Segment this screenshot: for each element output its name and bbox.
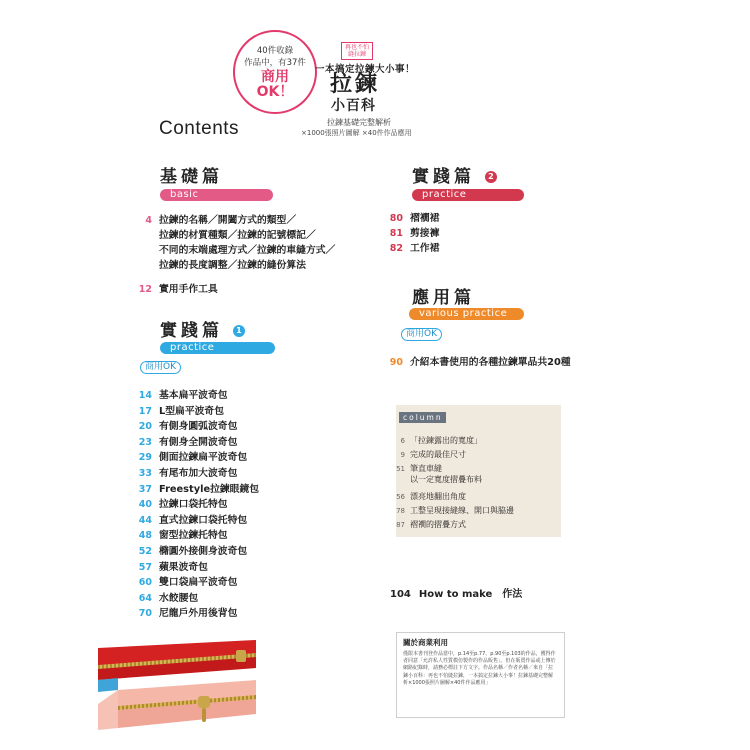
page-number: 60 <box>138 577 152 589</box>
column-item <box>389 505 514 519</box>
section-number-badge: 1 <box>233 325 245 337</box>
column-item <box>389 519 514 533</box>
item-label: 窗型拉鍊托特包 <box>159 530 228 542</box>
page-number: 6 <box>400 437 405 445</box>
item-label: 側面拉鍊扁平波奇包 <box>159 452 248 464</box>
list-item <box>130 477 259 493</box>
column-item <box>389 449 514 463</box>
item-label: 筆直車縫 <box>410 464 442 473</box>
toc-line: 實用手作工具 <box>159 284 218 295</box>
practice2-title-text: 實踐篇 <box>412 167 475 187</box>
basic-pill: basic <box>160 189 273 201</box>
item-label: 有側身圓弧波奇包 <box>159 421 238 433</box>
list-item <box>130 586 259 602</box>
item-label: 拉鍊口袋托特包 <box>159 499 228 511</box>
item-label: 漂亮地翻出角度 <box>410 492 466 501</box>
list-item <box>130 383 259 399</box>
note-body: 僅限本書刊登作品當中，p.14至p.77、p.90至p.103的作品，獲得作者同意「允許私人性質模仿製作的作品販售」。但在販賣作品或上傳於網路紀錄時，請務必標註下方文字。作品名稱／作者名稱／來自「拉鍊小百科：再也不怕縫拉鍊，一本搞定拉鍊大小事！拉鍊基礎完整解析×1000張照片圖解×40件作品應用」 <box>403 651 556 686</box>
item-label: 工整呈現接縫線、開口與脇邊 <box>410 506 514 515</box>
page-number: 33 <box>138 467 152 479</box>
list-item <box>381 236 440 254</box>
basic-entry-12 <box>130 277 218 296</box>
page-number: 40 <box>138 499 152 511</box>
stamp-line-1: 40件收錄 <box>256 46 294 56</box>
practice2-list <box>381 206 440 254</box>
practice2-section-title <box>412 162 497 187</box>
applied-list <box>381 350 571 369</box>
page-number: 4 <box>145 215 152 226</box>
book-title-2: 小百科 <box>331 98 376 114</box>
column-header: column <box>399 412 446 423</box>
page-number: 12 <box>138 284 152 295</box>
applied-pill: various practice <box>409 308 524 320</box>
list-item <box>381 350 571 369</box>
page-number: 44 <box>138 514 152 526</box>
book-tagline-2: ×1000張照片圖解 ×40件作品應用 <box>301 129 412 137</box>
practice1-section-title <box>160 316 245 341</box>
commercial-use-stamp <box>233 30 317 114</box>
page-number: 87 <box>396 521 405 529</box>
page-number: 23 <box>138 436 152 448</box>
stamp-line-4: OK！ <box>256 84 294 100</box>
toc-line: 拉鍊的名稱／開闔方式的類型／ <box>159 215 297 226</box>
book-title: 拉鍊 <box>330 72 381 97</box>
list-item <box>130 508 259 524</box>
book-badge: 再也不怕縫拉鍊 <box>341 42 373 60</box>
practice2-pill: practice <box>412 189 524 201</box>
item-label: 尼龍戶外用後背包 <box>159 608 238 620</box>
item-label: 基本扁平波奇包 <box>159 390 228 401</box>
list-item <box>130 539 259 555</box>
toc-line: 拉鍊的材質種類／拉鍊的記號標記／ <box>159 230 316 241</box>
page-number: 14 <box>138 390 152 401</box>
page-number: 51 <box>396 465 405 473</box>
page-number: 48 <box>138 530 152 542</box>
list-item <box>130 399 259 415</box>
basic-section-title: 基礎篇 <box>160 167 223 187</box>
column-item <box>389 463 514 474</box>
book-subtitle: 一本搞定拉鍊大小事！ <box>315 64 416 75</box>
item-label: 有側身全開波奇包 <box>159 436 238 448</box>
commercial-ok-badge: 商用OK <box>140 361 181 374</box>
commercial-ok-badge: 商用OK <box>401 328 442 341</box>
page-number: 20 <box>138 421 152 433</box>
practice1-pill: practice <box>160 342 275 354</box>
item-label: L型扁平波奇包 <box>159 405 225 417</box>
page-number: 70 <box>138 608 152 620</box>
page-number: 52 <box>138 545 152 557</box>
book-tagline-1: 拉鍊基礎完整解析 <box>327 118 391 127</box>
note-title: 關於商業利用 <box>403 638 448 647</box>
column-list <box>389 435 514 533</box>
page-number: 90 <box>389 357 403 368</box>
item-label: How to make 作法 <box>418 589 523 600</box>
page-number: 82 <box>389 243 403 254</box>
item-label: 以一定寬度摺疊布料 <box>410 475 482 484</box>
item-label: 完成的最佳尺寸 <box>410 450 466 459</box>
toc-line: 不同的末端處理方式／拉鍊的車縫方式／ <box>159 245 336 256</box>
column-item <box>389 435 514 449</box>
list-item <box>130 601 259 620</box>
list-item <box>130 430 259 446</box>
item-label: 介紹本書使用的各種拉鍊單品共20種 <box>410 357 571 368</box>
practice1-list <box>130 383 260 620</box>
list-item <box>130 445 259 464</box>
page-number: 56 <box>396 493 405 501</box>
item-label: 雙口袋扁平波奇包 <box>159 577 238 589</box>
item-label: 橢圓外接側身波奇包 <box>159 545 248 557</box>
practice1-title-text: 實踐篇 <box>160 321 223 341</box>
list-item <box>130 414 259 433</box>
column-item-continuation <box>389 474 514 491</box>
page-number: 64 <box>138 592 152 604</box>
page-number: 57 <box>138 561 152 573</box>
item-label: 褶襉的摺疊方式 <box>410 520 466 529</box>
applied-section-title: 應用篇 <box>412 288 475 308</box>
page-number: 29 <box>138 452 152 464</box>
zipper-illustration <box>98 640 256 730</box>
page-number: 78 <box>396 507 405 515</box>
basic-entry-4 <box>130 208 336 271</box>
item-label: 蘋果波奇包 <box>159 561 208 573</box>
toc-line: 拉鍊的長度調整／拉鍊的縫份算法 <box>159 260 306 271</box>
item-label: 「拉鍊露出的寬度」 <box>410 436 482 445</box>
list-item <box>381 221 440 239</box>
item-label: 褶襉裙 <box>410 213 440 224</box>
item-label: 有尾布加大波奇包 <box>159 467 238 479</box>
item-label: 剪接褲 <box>410 228 440 239</box>
item-label: 水餃腰包 <box>159 592 199 604</box>
page-number: 80 <box>389 213 403 224</box>
list-item <box>381 206 440 224</box>
item-label: Freestyle拉鍊眼鏡包 <box>159 483 260 495</box>
page-number: 81 <box>389 228 403 239</box>
item-label: 直式拉鍊口袋托特包 <box>159 514 248 526</box>
item-label: 工作裙 <box>410 243 440 254</box>
page-number: 17 <box>138 405 152 417</box>
page-number: 104 <box>390 589 411 600</box>
stamp-line-2: 作品中，有37件 <box>244 58 306 68</box>
section-number-badge: 2 <box>485 171 497 183</box>
list-item <box>130 570 259 589</box>
howto-entry <box>390 585 522 600</box>
page-number: 37 <box>138 483 152 495</box>
stamp-line-3: 商用 <box>261 69 289 85</box>
contents-heading: Contents <box>159 118 240 139</box>
page-number: 9 <box>400 451 405 459</box>
column-item <box>389 491 514 505</box>
